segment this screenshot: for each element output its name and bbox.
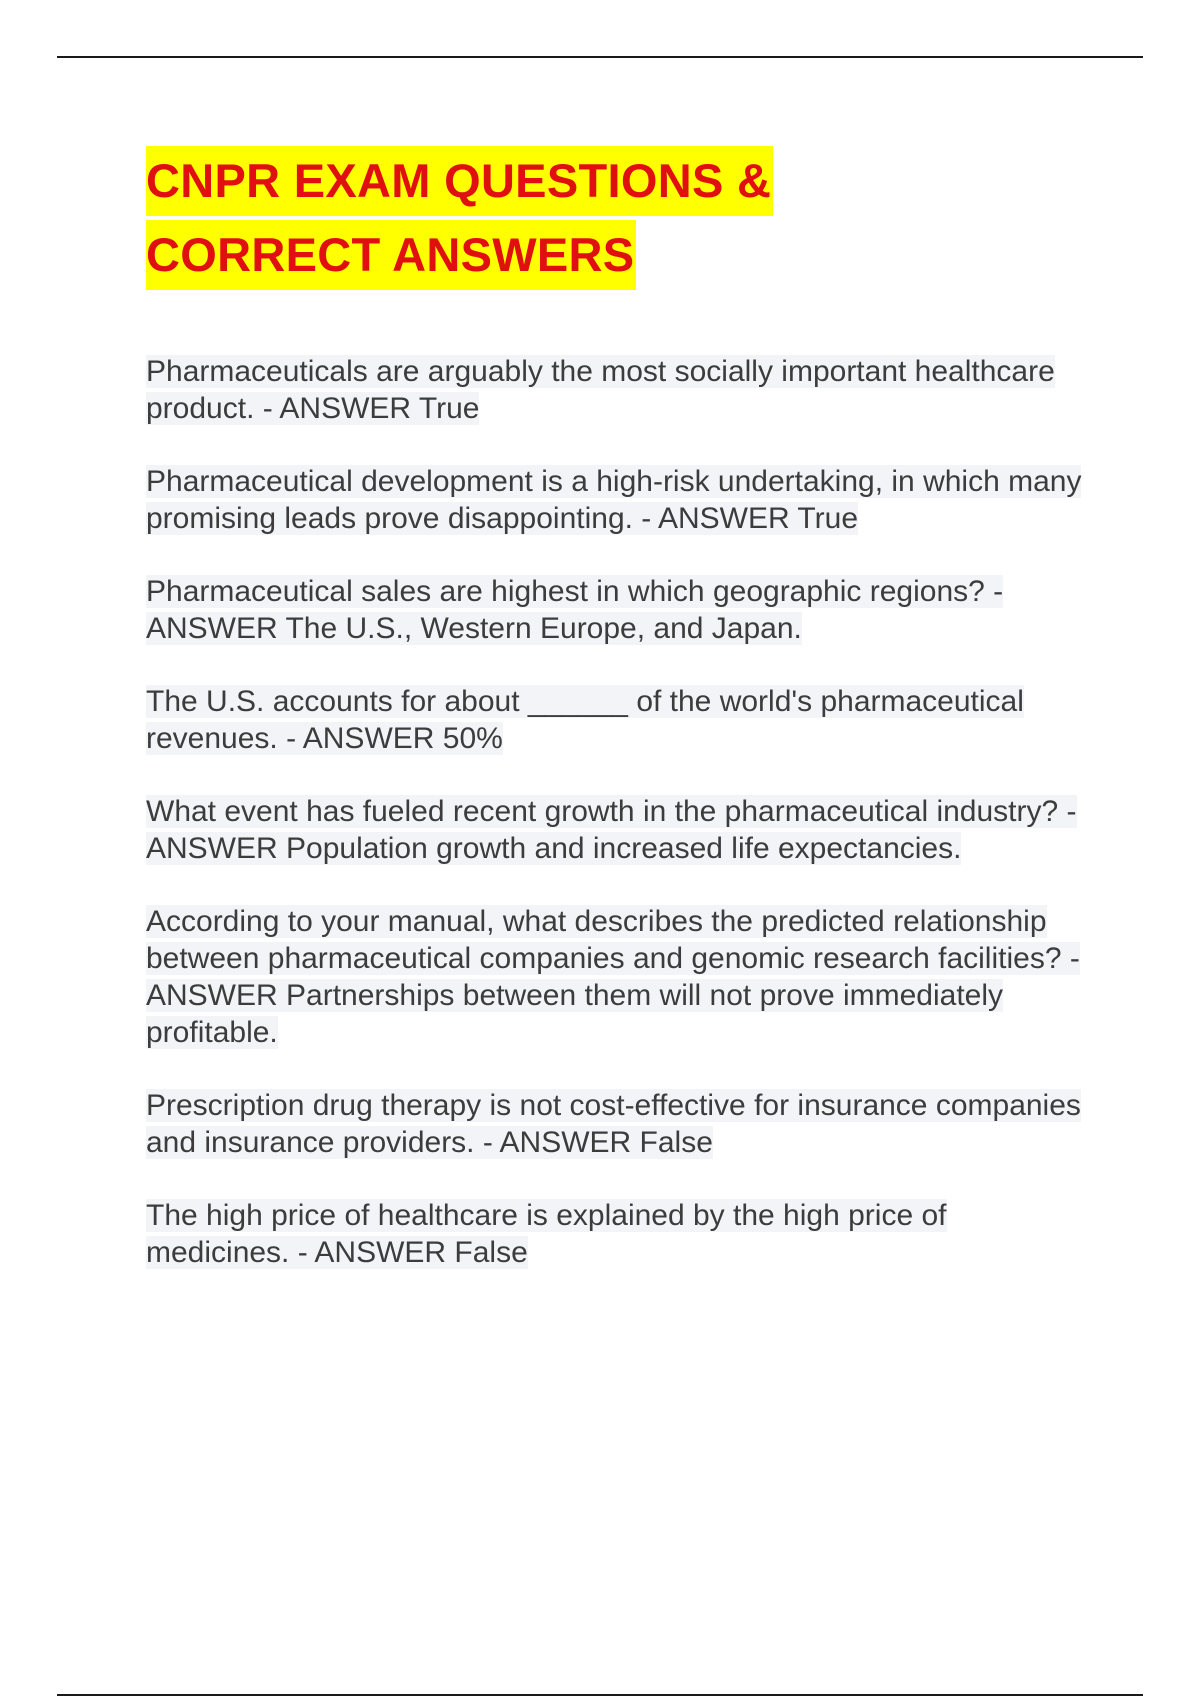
qa-item [146, 903, 1086, 1051]
footer-rule [57, 1694, 1143, 1696]
qa-item [146, 683, 1086, 757]
header-rule [57, 56, 1143, 58]
qa-text: Pharmaceutical development is a high-risk undertaking, in which many promising leads prove disappointing. - ANSWER True [146, 465, 1082, 535]
qa-text: Pharmaceutical sales are highest in which geographic regions? - ANSWER The U.S., Western Europe, and Japan. [146, 575, 1004, 645]
qa-text: According to your manual, what describes the predicted relationship between pharmaceutical companies and genomic research facilities? - ANSWER Partnerships between them will not prove immediately profitable. [146, 905, 1080, 1049]
qa-item [146, 463, 1086, 537]
document-title [146, 146, 906, 290]
qa-text: The U.S. accounts for about ______ of the world's pharmaceutical revenues. - ANSWER 50% [146, 685, 1024, 755]
qa-text: The high price of healthcare is explained by the high price of medicines. - ANSWER False [146, 1199, 947, 1269]
qa-item [146, 573, 1086, 647]
qa-text: Pharmaceuticals are arguably the most socially important healthcare product. - ANSWER True [146, 355, 1055, 425]
title-line-2: CORRECT ANSWERS [146, 220, 636, 290]
qa-item [146, 1197, 1086, 1271]
qa-item [146, 353, 1086, 427]
title-line-1: CNPR EXAM QUESTIONS & [146, 146, 773, 216]
qa-text: Prescription drug therapy is not cost-effective for insurance companies and insurance providers. - ANSWER False [146, 1089, 1081, 1159]
qa-text: What event has fueled recent growth in the pharmaceutical industry? - ANSWER Population growth and increased life expectancies. [146, 795, 1077, 865]
qa-list [146, 353, 1086, 1307]
qa-item [146, 1087, 1086, 1161]
qa-item [146, 793, 1086, 867]
